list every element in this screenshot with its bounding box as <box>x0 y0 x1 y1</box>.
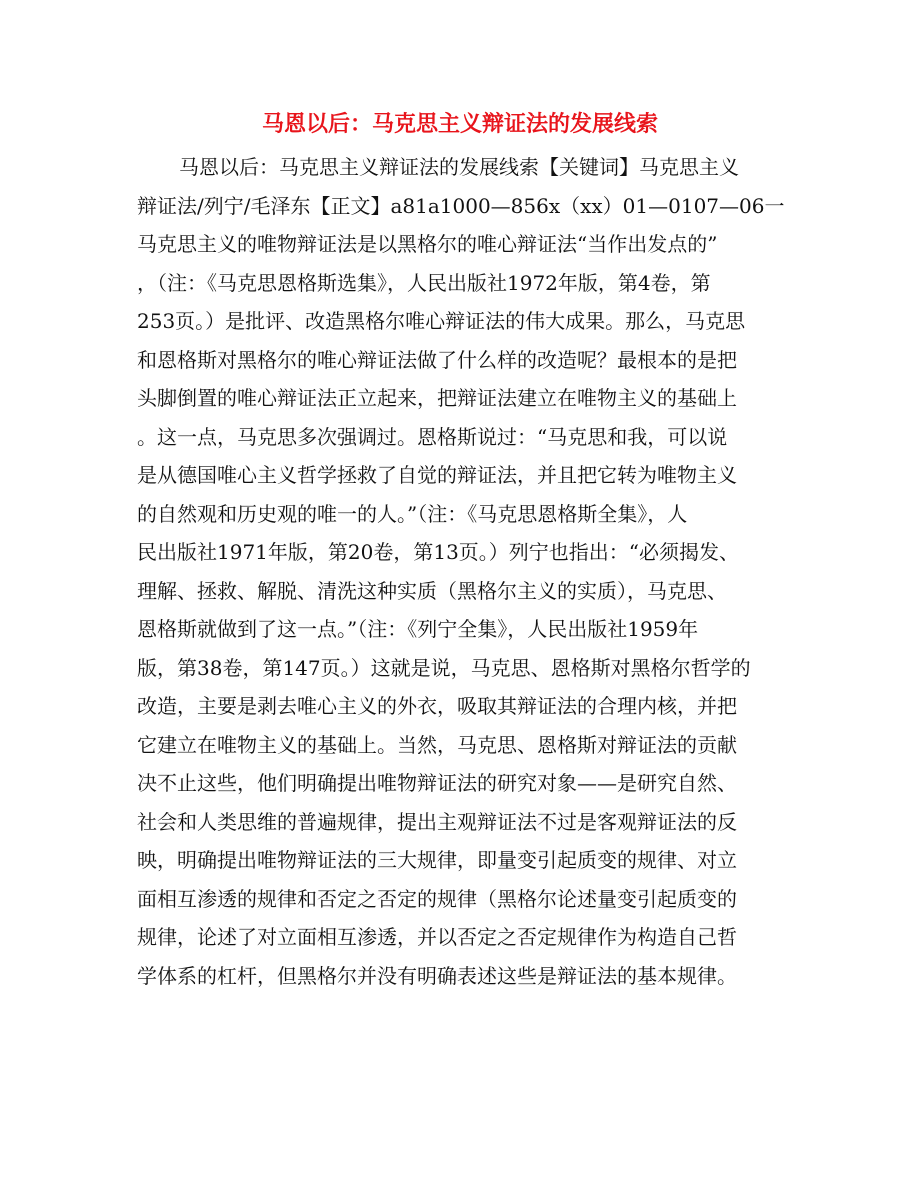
body-line: 理解、拯救、解脱、清洗这种实质（黑格尔主义的实质），马克思、 <box>137 578 727 603</box>
body-line: 民出版社1971年版，第20卷，第13页。）列宁也指出：“必须揭发、 <box>137 540 740 564</box>
body-line: 版，第38卷，第147页。）这就是说，马克思、恩格斯对黑格尔哲学的 <box>137 655 751 680</box>
body-line: 决不止这些，他们明确提出唯物辩证法的研究对象——是研究自然、 <box>137 771 737 795</box>
document-title: 马恩以后：马克思主义辩证法的发展线索 <box>261 111 658 137</box>
body-line: 社会和人类思维的普遍规律，提出主观辩证法不过是客观辩证法的反 <box>137 809 737 834</box>
body-line: 映，明确提出唯物辩证法的三大规律，即量变引起质变的规律、对立 <box>137 848 737 872</box>
body-line: 头脚倒置的唯心辩证法正立起来，把辩证法建立在唯物主义的基础上 <box>137 386 737 410</box>
body-line: 学体系的杠杆，但黑格尔并没有明确表述这些是辩证法的基本规律。 <box>137 963 737 988</box>
body-line: 面相互渗透的规律和否定之否定的规律（黑格尔论述量变引起质变的 <box>137 886 737 911</box>
body-line: 253页。）是批评、改造黑格尔唯心辩证法的伟大成果。那么，马克思 <box>137 309 746 333</box>
body-line: 的自然观和历史观的唯一的人。”（注：《马克思恩格斯全集》，人 <box>137 501 688 526</box>
body-line: 马克思主义的唯物辩证法是以黑格尔的唯心辩证法“当作出发点的” <box>137 232 718 256</box>
body-line: 恩格斯就做到了这一点。”（注：《列宁全集》，人民出版社1959年 <box>137 617 699 641</box>
body-line: 它建立在唯物主义的基础上。当然，马克思、恩格斯对辩证法的贡献 <box>137 732 737 757</box>
body-line: 是从德国唯心主义哲学拯救了自觉的辩证法，并且把它转为唯物主义 <box>137 463 737 487</box>
body-line: 马恩以后：马克思主义辩证法的发展线索【关键词】马克思主义 <box>179 155 739 179</box>
body-line: 改造，主要是剥去唯心主义的外衣，吸取其辩证法的合理内核，并把 <box>137 694 737 718</box>
body-line: 。这一点，马克思多次强调过。恩格斯说过：“马克思和我，可以说 <box>137 424 728 449</box>
body-line: 规律，论述了对立面相互渗透，并以否定之否定规律作为构造自己哲 <box>137 925 737 949</box>
document-body <box>137 148 787 995</box>
body-line: 辩证法/列宁/毛泽东【正文】a81a1000—856x（xx）01—0107—06一 <box>137 193 785 218</box>
body-line: ，（注：《马克思恩格斯选集》，人民出版社1972年版，第4卷，第 <box>137 270 711 295</box>
body-line: 和恩格斯对黑格尔的唯心辩证法做了什么样的改造呢？最根本的是把 <box>137 347 737 372</box>
